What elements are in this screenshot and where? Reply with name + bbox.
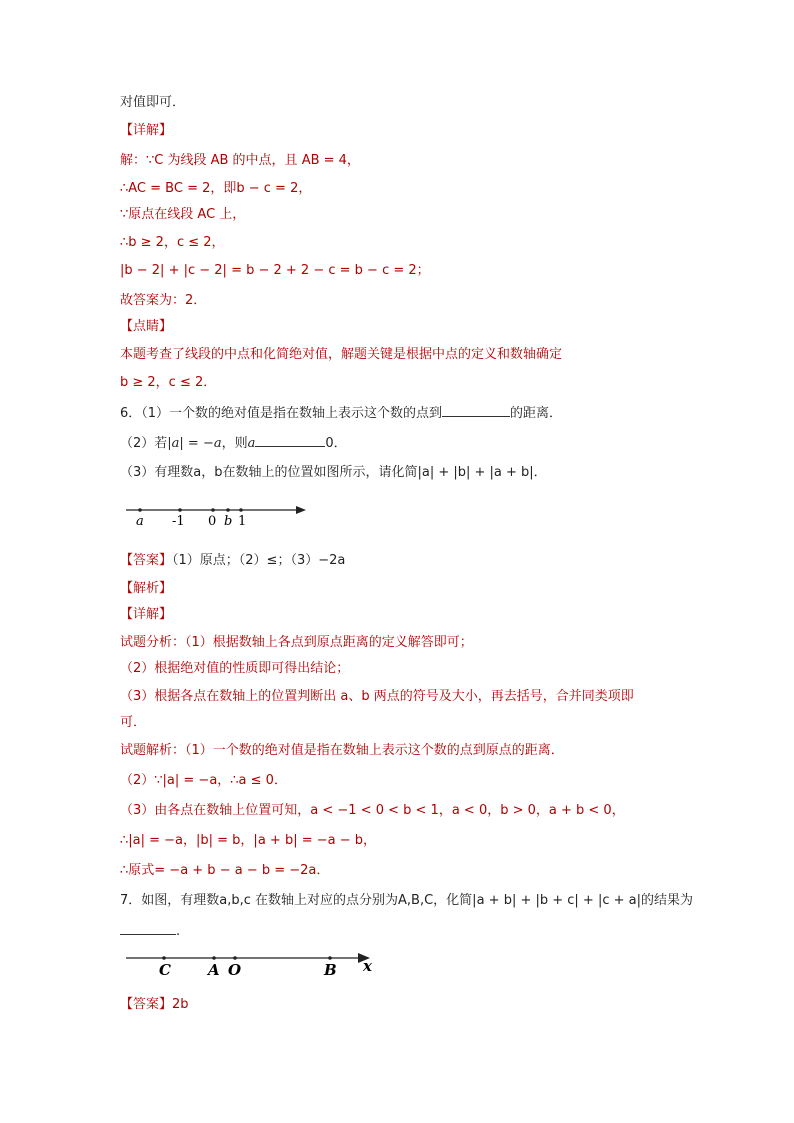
text-line: ∴b ≥ 2，c ≤ 2， xyxy=(120,235,225,250)
text-line: 解：∵C 为线段 AB 的中点，且 AB = 4， xyxy=(120,153,360,168)
text-line: 本题考查了线段的中点和化简绝对值，解题关键是根据中点的定义和数轴确定 xyxy=(120,347,563,362)
text-line: （3）根据各点在数轴上的位置判断出 a、b 两点的符号及大小，再去括号，合并同类项即 xyxy=(120,689,634,704)
answer-text: 2b xyxy=(172,997,189,1012)
answer-6 xyxy=(120,552,345,570)
point-zero xyxy=(211,508,215,512)
text-line: ∴|a| = −a，|b| = b，|a + b| = −a − b， xyxy=(120,833,376,848)
text-line: 试题解析：（1）一个数的绝对值是指在数轴上表示这个数的点到原点的距离． xyxy=(120,743,564,758)
answer-blank xyxy=(442,402,510,417)
question-text: 0． xyxy=(325,436,347,451)
text-line: ∴AC = BC = 2，即b − c = 2， xyxy=(120,181,312,196)
label-o: O xyxy=(228,961,242,979)
point-one xyxy=(239,508,243,512)
text-line: 可． xyxy=(120,715,147,730)
label-one: 1 xyxy=(238,514,247,529)
question-text: . xyxy=(176,924,181,939)
section-heading: 【点睛】 xyxy=(120,319,173,334)
label-c: C xyxy=(159,961,171,979)
point-minus-one xyxy=(178,508,182,512)
text-line: 试题分析：（1）根据数轴上各点到原点距离的定义解答即可； xyxy=(120,635,473,650)
question-6-part-3: （3）有理数a，b在数轴上的位置如图所示，请化简|a| + |b| + |a + b|． xyxy=(120,465,547,480)
answer-label: 【答案】 xyxy=(120,997,173,1012)
question-text: 的距离． xyxy=(510,406,563,421)
point-b xyxy=(226,508,230,512)
answer-label: 【答案】 xyxy=(120,553,173,568)
answer-text: （1）原点；（2）≤；（3）−2a xyxy=(172,553,346,568)
point-c xyxy=(162,956,166,960)
question-text: 6．（1）一个数的绝对值是指在数轴上表示这个数的点到 xyxy=(120,406,443,421)
text-line: （2）∵|a| = −a，∴a ≤ 0． xyxy=(120,773,287,788)
point-a xyxy=(212,956,216,960)
question-6-part-2 xyxy=(120,432,347,453)
text-line: （3）由各点在数轴上位置可知，a < −1 < 0 < b < 1，a < 0，b > 0，a + b < 0， xyxy=(120,803,625,818)
point-a xyxy=(138,508,142,512)
question-7: 7．如图，有理数a,b,c 在数轴上对应的点分别为A,B,C，化简|a + b| + |b + c| + |c + a|的结果为 xyxy=(120,893,693,908)
label-zero: 0 xyxy=(208,514,217,529)
text-line: 对值即可． xyxy=(120,95,186,110)
axis-arrow xyxy=(296,506,306,514)
section-heading: 【详解】 xyxy=(120,607,173,622)
question-text: （2）若 xyxy=(120,436,168,451)
text-line: ∴原式= −a + b − a − b = −2a． xyxy=(120,863,330,878)
label-b: B xyxy=(324,961,337,979)
math-variable: a xyxy=(247,436,256,451)
answer-blank xyxy=(120,920,176,935)
point-o xyxy=(233,956,237,960)
label-a: A xyxy=(208,961,220,979)
label-a: a xyxy=(136,514,144,529)
point-b xyxy=(328,956,332,960)
text-line: 故答案为：2． xyxy=(120,293,207,308)
question-6-part-1 xyxy=(120,402,562,423)
number-line-figure-2 xyxy=(120,944,390,984)
section-heading: 【解析】 xyxy=(120,581,173,596)
question-7-blank-line xyxy=(120,920,180,941)
text-line: （2）根据绝对值的性质即可得出结论； xyxy=(120,661,350,676)
math-expression: |a| = −a xyxy=(167,436,222,451)
text-line: b ≥ 2，c ≤ 2． xyxy=(120,375,217,390)
question-text: ，则 xyxy=(221,436,248,451)
label-x: x xyxy=(363,957,372,975)
label-minus-one: -1 xyxy=(172,514,185,529)
text-line: |b − 2| + |c − 2| = b − 2 + 2 − c = b − c = 2； xyxy=(120,263,430,278)
answer-blank xyxy=(255,432,325,447)
text-line: ∵原点在线段 AC 上， xyxy=(120,207,246,222)
answer-7 xyxy=(120,996,189,1014)
label-b: b xyxy=(224,514,233,529)
section-heading: 【详解】 xyxy=(120,123,173,138)
number-line-figure-1 xyxy=(118,496,318,536)
